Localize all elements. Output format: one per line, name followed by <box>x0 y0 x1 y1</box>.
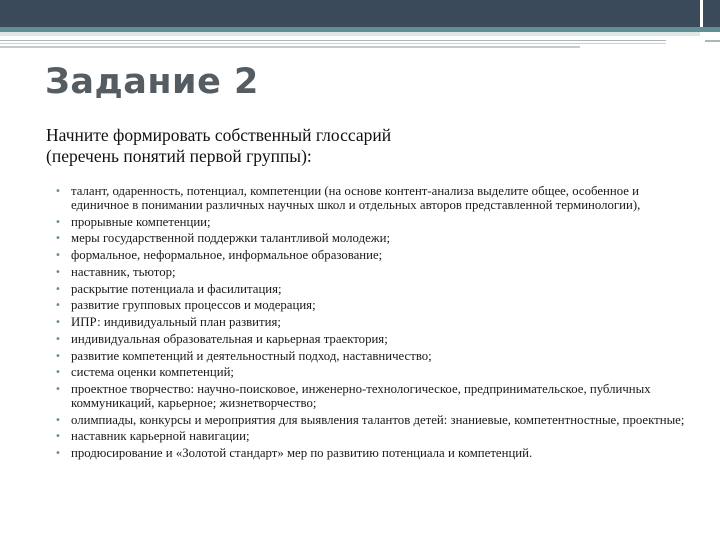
slide-title: Задание 2 <box>45 62 259 102</box>
list-item <box>52 232 692 246</box>
subtitle-line: (перечень понятий первой группы): <box>46 146 312 166</box>
list-item-text: олимпиады, конкурсы и мероприятия для выявления талантов детей: знаниевые, компетентностные, проектные; <box>71 412 685 427</box>
slide-subtitle <box>46 125 646 167</box>
glossary-list <box>52 185 692 464</box>
bullet-icon: • <box>55 233 61 245</box>
list-item <box>52 430 692 444</box>
list-item-text: талант, одаренность, потенциал, компетенции (на основе контент-анализа выделите общее, особенное и единичное в понимании различных научных школ и отдельных авторов представленной терминологии), <box>71 184 641 212</box>
list-item <box>52 283 692 297</box>
list-item <box>52 249 692 263</box>
list-item-text: прорывные компетенции; <box>71 214 211 229</box>
bullet-icon: • <box>55 216 61 228</box>
list-item <box>52 185 692 213</box>
bullet-icon: • <box>55 300 61 312</box>
header-light-stripe <box>0 32 700 36</box>
list-item <box>52 266 692 280</box>
list-item <box>52 383 692 411</box>
list-item-text: проектное творчество: научно-поисковое, инженерно-технологическое, предпринимательское, публичных коммуникаций, карьерное; жизнетворчество; <box>71 382 651 410</box>
list-item-text: раскрытие потенциала и фасилитация; <box>71 281 282 296</box>
list-item-text: развитие групповых процессов и модерация; <box>71 298 316 313</box>
bullet-icon: • <box>55 266 61 278</box>
list-item <box>52 316 692 330</box>
list-item-text: наставник, тьютор; <box>71 264 176 279</box>
bullet-icon: • <box>55 448 61 459</box>
subtitle-line: Начните формировать собственный глоссарий <box>46 125 392 145</box>
list-item <box>52 366 692 380</box>
bullet-icon: • <box>55 186 61 197</box>
bullet-icon: • <box>55 384 61 395</box>
bullet-icon: • <box>55 350 61 362</box>
bullet-icon: • <box>55 414 61 426</box>
list-item-text: формальное, неформальное, информальное образование; <box>71 248 383 262</box>
list-item <box>52 299 692 313</box>
list-item <box>52 447 692 461</box>
list-item <box>52 333 692 347</box>
divider-line <box>0 40 666 41</box>
list-item-text: ИПР: индивидуальный план развития; <box>71 315 281 329</box>
list-item <box>52 414 692 428</box>
divider-line-short <box>0 46 580 48</box>
list-item <box>52 216 692 230</box>
bullet-icon: • <box>55 367 61 379</box>
list-item-text: меры государственной поддержки талантливой молодежи; <box>71 231 391 246</box>
bullet-icon: • <box>55 250 61 261</box>
list-item-text: продюсирование и «Золотой стандарт» мер по развитию потенциала и компетенций. <box>71 446 533 460</box>
divider-line-right <box>705 40 720 42</box>
divider-line <box>0 43 666 44</box>
list-item-text: индивидуальная образовательная и карьерная траектория; <box>71 331 388 346</box>
header-band-right <box>703 0 720 27</box>
list-item <box>52 350 692 364</box>
bullet-icon: • <box>55 317 61 328</box>
header-band <box>0 0 700 27</box>
bullet-icon: • <box>55 431 61 443</box>
list-item-text: развитие компетенций и деятельностный подход, наставничество; <box>71 348 432 363</box>
list-item-text: система оценки компетенций; <box>71 365 234 380</box>
bullet-icon: • <box>55 283 61 295</box>
bullet-icon: • <box>55 333 61 345</box>
list-item-text: наставник карьерной навигации; <box>71 429 250 444</box>
